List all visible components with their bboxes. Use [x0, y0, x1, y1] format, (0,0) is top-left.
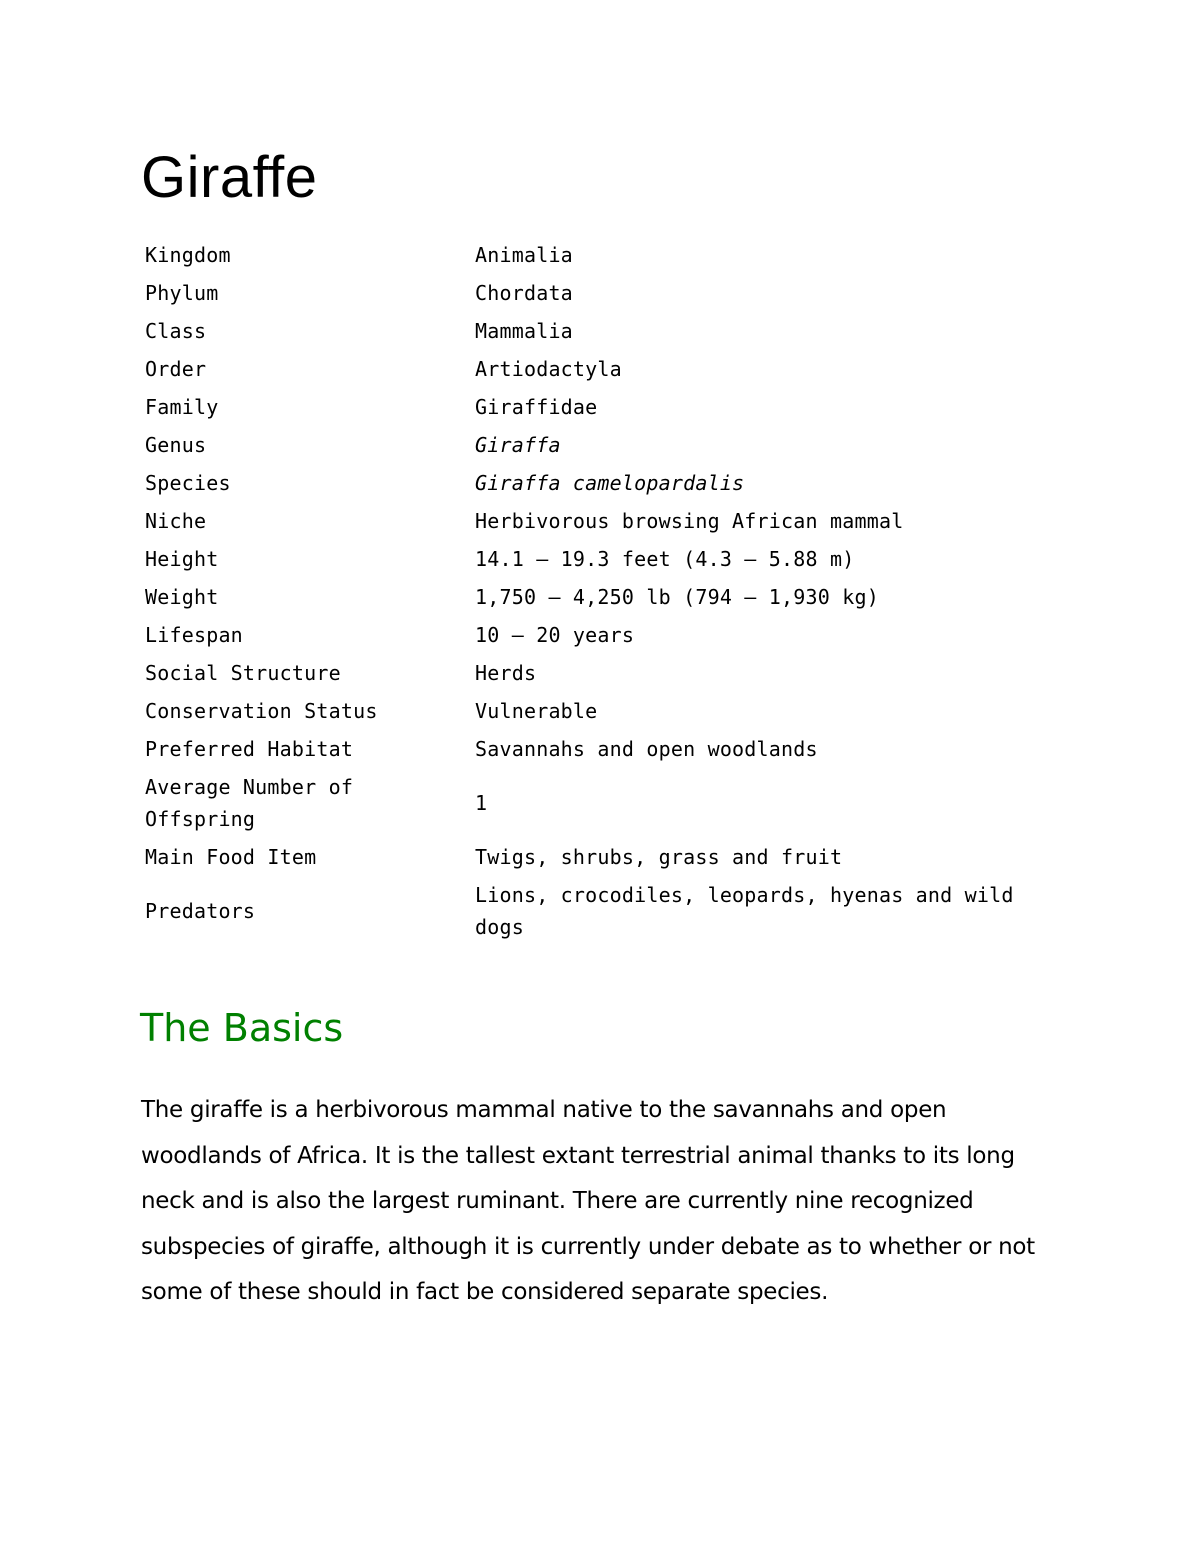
fact-value: Animalia [475, 243, 573, 267]
fact-label: Main Food Item [145, 845, 317, 869]
fact-value: 14.1 – 19.3 feet (4.3 – 5.88 m) [475, 547, 855, 571]
facts-table-body [145, 236, 1065, 946]
fact-label: Phylum [145, 281, 219, 305]
fact-label: Average Number of Offspring [145, 775, 354, 831]
fact-value: Giraffa camelopardalis [475, 471, 745, 495]
fact-value: 10 – 20 years [475, 623, 635, 647]
fact-row [145, 312, 1065, 350]
fact-row [145, 274, 1065, 312]
fact-row [145, 464, 1065, 502]
fact-value: Lions, crocodiles, leopards, hyenas and wild dogs [475, 883, 1014, 939]
fact-row [145, 654, 1065, 692]
fact-label: Lifespan [145, 623, 243, 647]
page-title: Giraffe [141, 145, 318, 210]
fact-label: Preferred Habitat [145, 737, 354, 761]
fact-label: Order [145, 357, 207, 381]
fact-row [145, 350, 1065, 388]
fact-row [145, 426, 1065, 464]
fact-label: Family [145, 395, 219, 419]
fact-value: 1 [475, 791, 488, 815]
fact-value: Artiodactyla [475, 357, 622, 381]
facts-table [145, 236, 1065, 946]
fact-label: Conservation Status [145, 699, 378, 723]
fact-row [145, 616, 1065, 654]
fact-label: Height [145, 547, 219, 571]
fact-value: Twigs, shrubs, grass and fruit [475, 845, 843, 869]
fact-row [145, 730, 1065, 768]
fact-value: Herds [475, 661, 537, 685]
fact-value: Giraffa [475, 433, 561, 457]
fact-value: Savannahs and open woodlands [475, 737, 818, 761]
fact-row [145, 578, 1065, 616]
fact-row [145, 388, 1065, 426]
fact-value: Vulnerable [475, 699, 598, 723]
fact-row [145, 876, 1065, 946]
fact-value: Herbivorous browsing African mammal [475, 509, 904, 533]
fact-label: Weight [145, 585, 219, 609]
fact-row [145, 502, 1065, 540]
fact-label: Predators [145, 899, 256, 923]
fact-label: Species [145, 471, 231, 495]
fact-row [145, 540, 1065, 578]
section-heading: The Basics [140, 1006, 344, 1050]
fact-label: Niche [145, 509, 207, 533]
fact-value: Chordata [475, 281, 573, 305]
fact-label: Genus [145, 433, 207, 457]
fact-row [145, 768, 1065, 838]
section-paragraph: The giraffe is a herbivorous mammal native to the savannahs and open woodlands of Africa. It is the tallest extant terrestrial animal thanks to its long neck and is also the largest ruminant. There are currently nine recognized subspecies of giraffe, although it is currently under debate as to whether or not some of these should in fact be considered separate species. [141, 1097, 1035, 1306]
fact-label: Class [145, 319, 207, 343]
fact-row [145, 692, 1065, 730]
fact-value: Mammalia [475, 319, 573, 343]
fact-label: Kingdom [145, 243, 231, 267]
fact-value: Giraffidae [475, 395, 598, 419]
fact-value: 1,750 – 4,250 lb (794 – 1,930 kg) [475, 585, 879, 609]
fact-row [145, 236, 1065, 274]
fact-label: Social Structure [145, 661, 341, 685]
fact-row [145, 838, 1065, 876]
